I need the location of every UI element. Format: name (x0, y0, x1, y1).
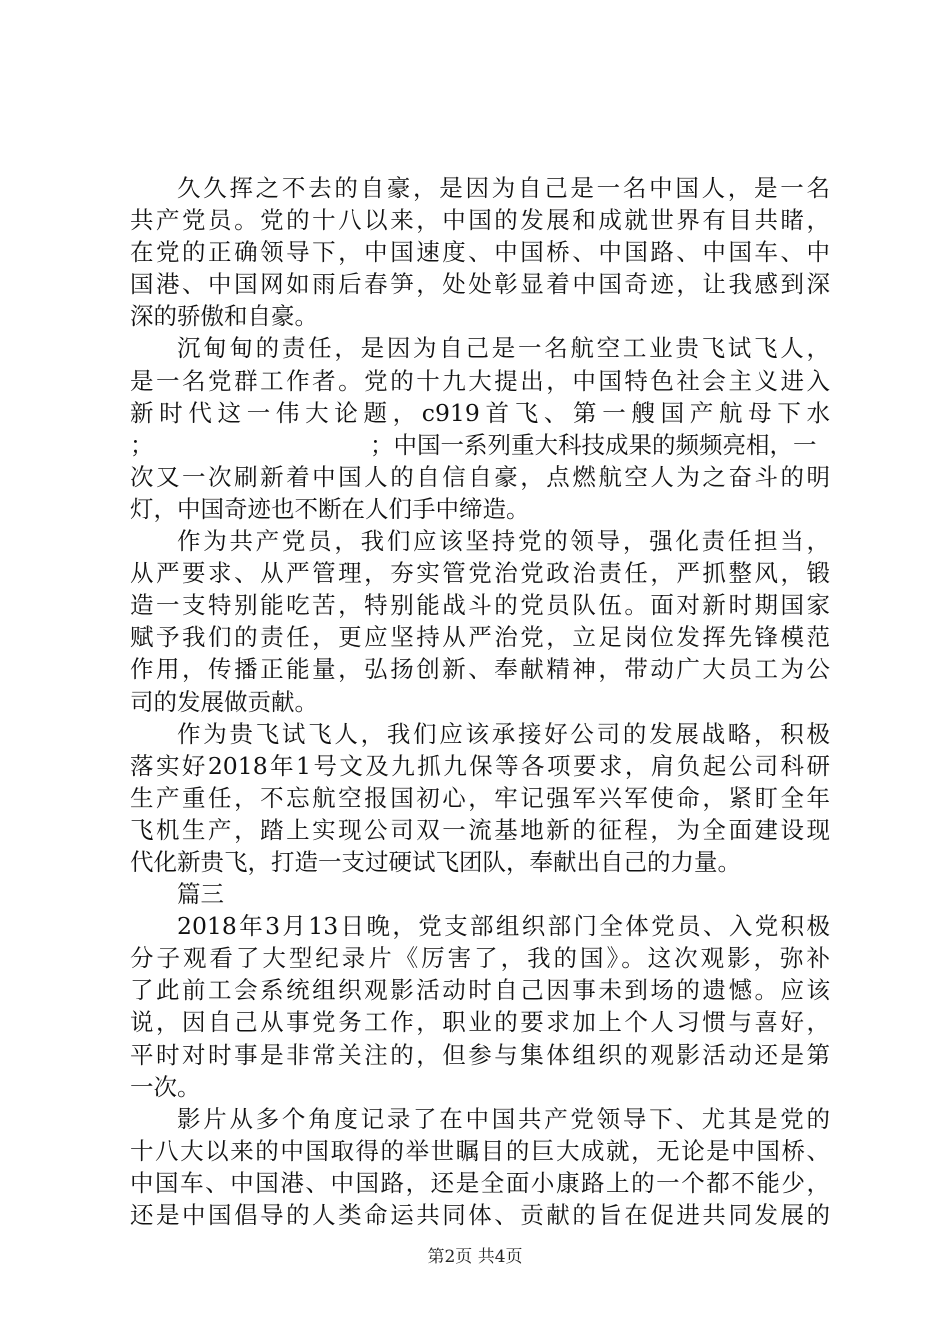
text-line: 沉甸甸的责任，是因为自己是一名航空工业贵飞试飞人， (177, 334, 830, 363)
text-line: 飞机生产，踏上实现公司双一流基地新的征程，为全面建设现 (130, 815, 830, 844)
text-line: 作为共产党员，我们应该坚持党的领导，强化责任担当， (177, 527, 830, 556)
page-footer: 第2页 共4页 (427, 1247, 523, 1267)
text-line: 是一名党群工作者。党的十九大提出，中国特色社会主义进入 (130, 366, 830, 395)
text-line: 新时代这一伟大论题，c919首飞、第一艘国产航母下水 (130, 398, 830, 427)
text-line: 分子观看了大型纪录片《厉害了，我的国》。这次观影，弥补 (130, 944, 830, 973)
text-line: 久久挥之不去的自豪，是因为自己是一名中国人，是一名 (177, 174, 830, 202)
text-line: 灯，中国奇迹也不断在人们手中缔造。 (130, 494, 530, 523)
text-line: 从严要求、从严管理，夯实管党治党政治责任，严抓整风，锻 (130, 559, 830, 588)
text-line: 平时对时事是非常关注的，但参与集体组织的观影活动还是第 (130, 1040, 830, 1069)
text-line: 造一支特别能吃苦，特别能战斗的党员队伍。面对新时期国家 (130, 591, 830, 620)
text-line: 生产重任，不忘航空报国初心，牢记强军兴军使命，紧盯全年 (130, 783, 830, 812)
text-line: 深的骄傲和自豪。 (130, 302, 318, 331)
text-line: 落实好2018年1号文及九抓九保等各项要求，肩负起公司科研 (130, 751, 830, 780)
text-line: 在党的正确领导下，中国速度、中国桥、中国路、中国车、中 (130, 238, 830, 267)
text-line-with-gap (130, 429, 830, 461)
text-line: 共产党员。党的十八以来，中国的发展和成就世界有目共睹， (130, 206, 830, 235)
text-line: 司的发展做贡献。 (130, 687, 318, 716)
line-text: ；中国一系列重大科技成果的频频亮相，一 (370, 430, 817, 459)
document-body (130, 172, 830, 1231)
text-line: 篇三 (177, 880, 224, 909)
text-line: 了此前工会系统组织观影活动时自己因事未到场的遗憾。应该 (130, 976, 830, 1005)
text-line: 作为贵飞试飞人，我们应该承接好公司的发展战略，积极 (177, 719, 830, 748)
text-line: 一次。 (130, 1072, 201, 1101)
semicolon: ； (130, 430, 154, 459)
text-line: 代化新贵飞，打造一支过硬试飞团队，奉献出自己的力量。 (130, 847, 741, 876)
text-line: 赋予我们的责任，更应坚持从严治党，立足岗位发挥先锋模范 (130, 623, 830, 652)
text-line: 2018年3月13日晚，党支部组织部门全体党员、入党积极 (177, 912, 830, 941)
text-line: 作用，传播正能量，弘扬创新、奉献精神，带动广大员工为公 (130, 655, 830, 684)
text-line: 说，因自己从事党务工作，职业的要求加上个人习惯与喜好， (130, 1008, 830, 1037)
text-line: 十八大以来的中国取得的举世瞩目的巨大成就，无论是中国桥、 (130, 1136, 830, 1165)
text-line: 中国车、中国港、中国路，还是全面小康路上的一个都不能少， (130, 1168, 830, 1197)
text-line: 还是中国倡导的人类命运共同体、贡献的旨在促进共同发展的 (130, 1201, 830, 1229)
text-line: 次又一次刷新着中国人的自信自豪，点燃航空人为之奋斗的明 (130, 462, 830, 491)
text-line: 国港、中国网如雨后春笋，处处彰显着中国奇迹，让我感到深 (130, 270, 830, 299)
text-line: 影片从多个角度记录了在中国共产党领导下、尤其是党的 (177, 1104, 830, 1133)
